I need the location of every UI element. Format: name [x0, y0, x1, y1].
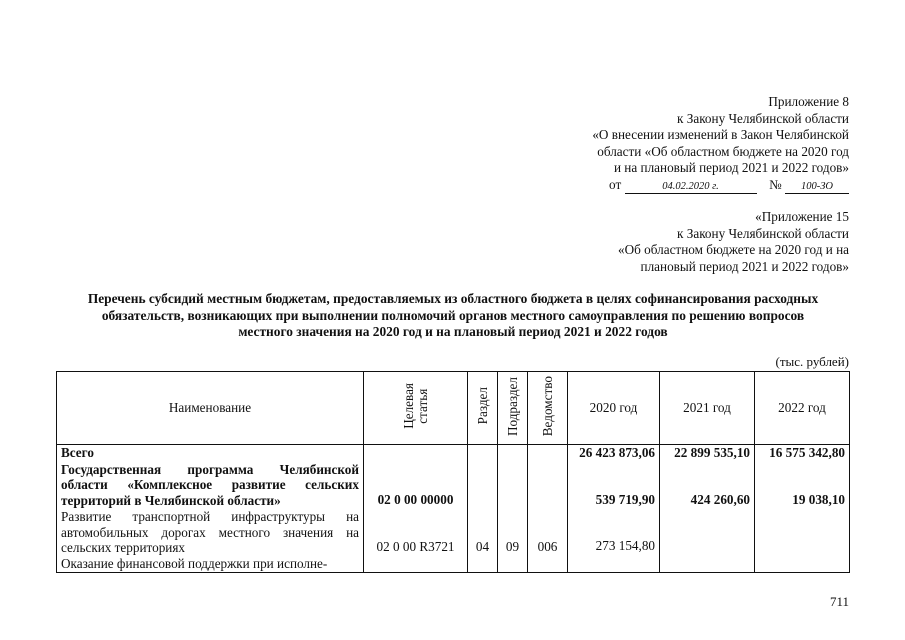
col-header-department: Ведомство — [528, 372, 568, 445]
appendix-line: «Об областном бюджете на 2020 год и на — [618, 242, 849, 258]
subsidies-table — [56, 371, 850, 573]
row-subsection-transport: 09 — [505, 539, 520, 554]
target-cell — [364, 445, 468, 573]
title-line: обязательств, возникающих при выполнении полномочий органов местного самоуправления по решению вопросов — [101, 307, 805, 323]
row-name-program: Государственная программа Челябинской области «Комплексное развитие сельских территорий в Челябинской области» — [61, 461, 359, 509]
appendix-line: плановый период 2021 и 2022 годов» — [640, 258, 849, 274]
appendix-line: области «Об областном бюджете на 2020 год — [597, 143, 849, 159]
law-reference — [592, 177, 849, 194]
row-2022-total: 16 575 342,80 — [769, 445, 845, 460]
y2021-cell — [660, 445, 755, 573]
row-2022-program: 19 038,10 — [792, 491, 845, 507]
department-cell — [528, 445, 568, 573]
table-body-row — [57, 445, 850, 573]
section-cell — [468, 445, 498, 573]
y2020-cell — [568, 445, 660, 573]
appendix-line: «О внесении изменений в Закон Челябинской — [592, 127, 849, 143]
col-header-section: Раздел — [468, 372, 498, 445]
row-target-program: 02 0 00 00000 — [377, 492, 454, 507]
row-name-total: Всего — [61, 445, 94, 460]
col-header-2020: 2020 год — [568, 372, 660, 445]
appendix-line: и на плановый период 2021 и 2022 годов» — [613, 160, 849, 176]
y2022-cell — [755, 445, 850, 573]
col-header-subsection: Подраздел — [498, 372, 528, 445]
page-number: 711 — [829, 594, 849, 609]
row-name-financial-support: Оказание финансовой поддержки при исполне- — [61, 555, 328, 571]
col-header-2021: 2021 год — [660, 372, 755, 445]
name-cell — [57, 445, 364, 573]
appendix-line: Приложение 8 — [768, 94, 849, 109]
row-section-transport: 04 — [475, 539, 490, 554]
col-header-target: Целевая статья — [364, 372, 468, 445]
row-2021-total: 22 899 535,10 — [674, 445, 750, 460]
col-header-name: Наименование — [57, 372, 364, 445]
law-number: 100-ЗО — [785, 181, 849, 194]
row-2020-transport: 273 154,80 — [595, 538, 655, 554]
subsection-cell — [498, 445, 528, 573]
document-title — [52, 291, 854, 341]
appendix-line: к Закону Челябинской области — [677, 110, 849, 126]
appendix-header-original — [618, 209, 849, 275]
row-department-transport: 006 — [537, 539, 558, 554]
row-2021-program: 424 260,60 — [690, 491, 750, 507]
row-target-transport: 02 0 00 R3721 — [376, 538, 455, 554]
table-header-row — [57, 372, 850, 445]
units-label: (тыс. рублей) — [775, 354, 849, 369]
law-date: 04.02.2020 г. — [625, 181, 757, 194]
number-label: № — [769, 176, 782, 192]
col-header-2022: 2022 год — [755, 372, 850, 445]
appendix-header — [592, 94, 849, 194]
row-2020-total: 26 423 873,06 — [579, 445, 655, 460]
appendix-line: «Приложение 15 — [755, 209, 849, 224]
appendix-line: к Закону Челябинской области — [677, 225, 849, 241]
row-2020-program: 539 719,90 — [595, 491, 655, 507]
row-name-transport: Развитие транспортной инфраструктуры на автомобильных дорогах местного значения на сельских территориях — [61, 508, 359, 556]
from-label: от — [609, 176, 622, 192]
title-line: местного значения на 2020 год и на плановый период 2021 и 2022 годов — [238, 324, 668, 340]
title-line: Перечень субсидий местным бюджетам, предоставляемых из областного бюджета в целях софинансирования расходных — [87, 291, 819, 306]
